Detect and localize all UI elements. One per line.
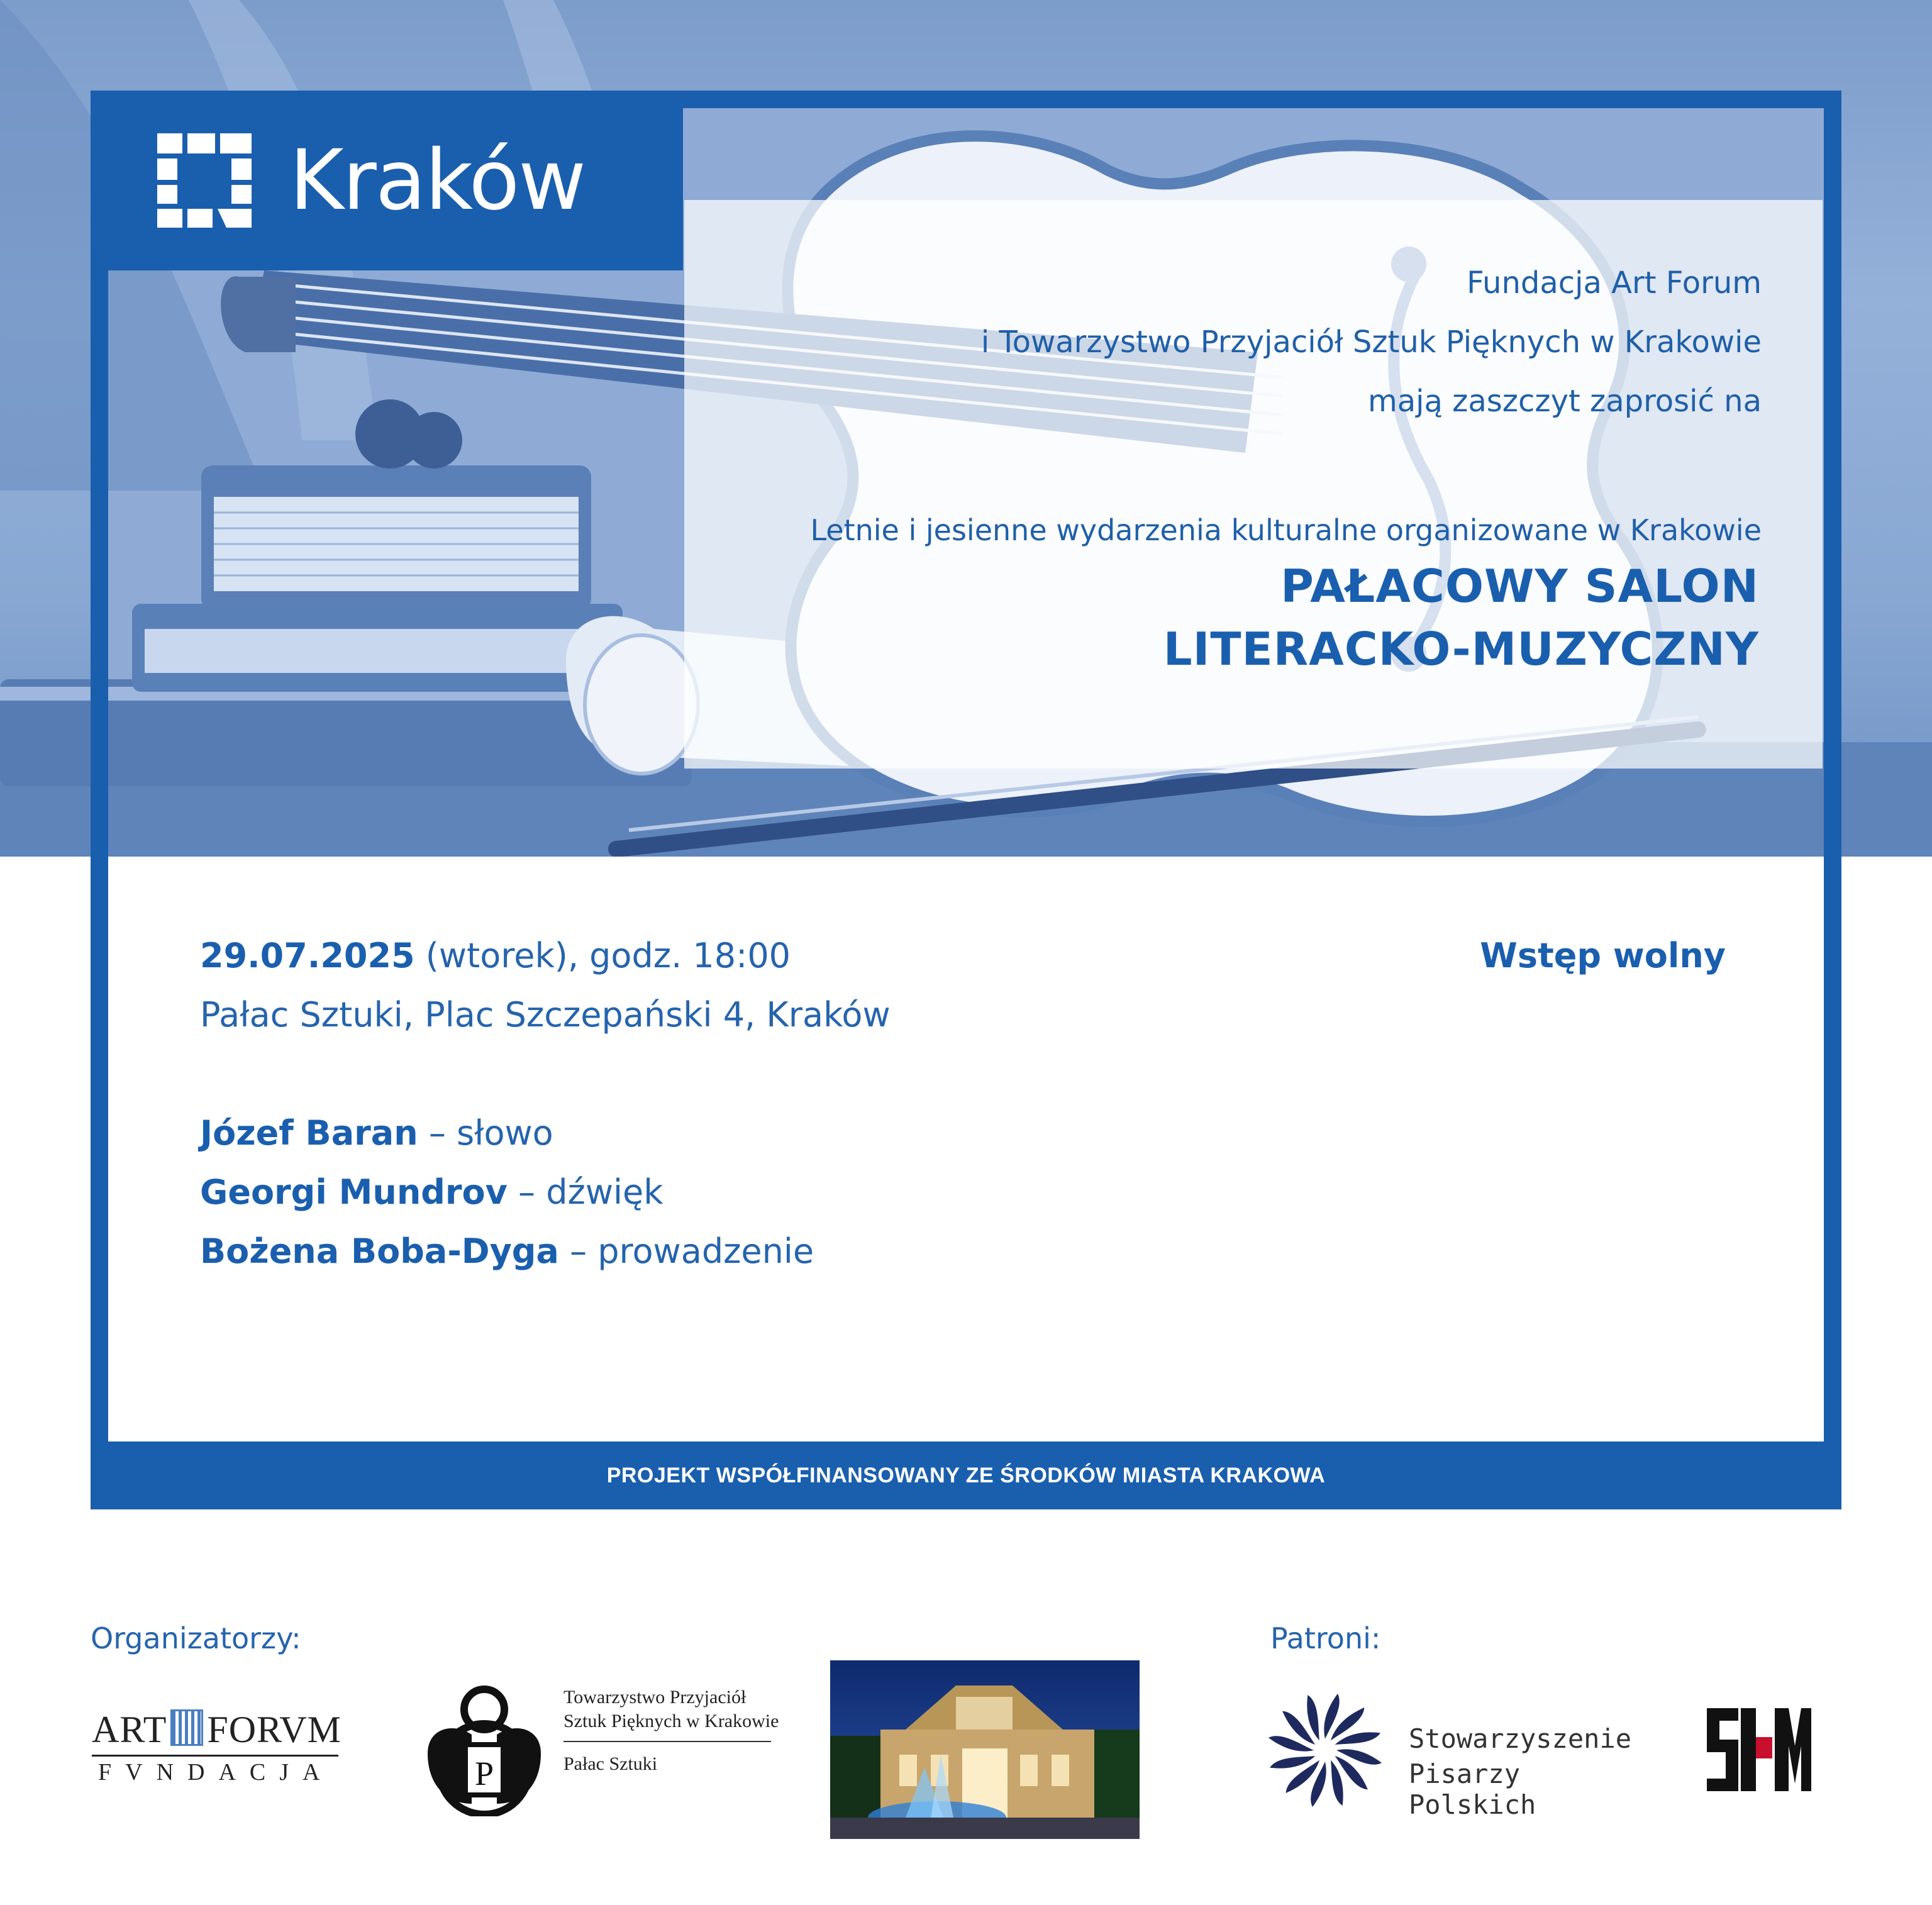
invitation-line-1: Fundacja Art Forum — [1467, 265, 1762, 301]
event-title-line-2: LITERACKO-MUZYCZNY — [1163, 623, 1759, 675]
event-date-time — [200, 936, 791, 975]
admission-info: Wstęp wolny — [1480, 936, 1726, 975]
participant-name: Georgi Mundrov — [200, 1172, 508, 1212]
event-day-time: (wtorek), godz. 18:00 — [425, 936, 791, 975]
spam-monogram-icon — [1701, 1702, 1814, 1797]
spp-logo — [1265, 1691, 1643, 1820]
event-date: 29.07.2025 — [200, 936, 415, 975]
participant-2 — [200, 1172, 663, 1212]
organizers-label: Organizatorzy: — [91, 1621, 301, 1655]
palace-night-photo-image — [830, 1660, 1140, 1839]
invitation-line-2: i Towarzystwo Przyjaciół Sztuk Pięknych w Krakowie — [980, 325, 1762, 360]
spp-line-1: Stowarzyszenie — [1409, 1723, 1632, 1754]
art-forum-logo — [92, 1708, 343, 1790]
participant-role: – prowadzenie — [570, 1231, 814, 1271]
participant-name: Bożena Boba-Dyga — [200, 1231, 559, 1271]
column-icon — [170, 1709, 203, 1746]
krakow-logo-text: Kraków — [289, 132, 586, 229]
event-series: Letnie i jesienne wydarzenia kulturalne organizowane w Krakowie — [810, 513, 1762, 547]
spam-logo — [1701, 1702, 1814, 1797]
tpsp-line-1: Towarzystwo Przyjaciół — [564, 1687, 747, 1708]
participant-role: – dźwięk — [518, 1172, 663, 1212]
participant-3 — [200, 1231, 814, 1271]
patrons-label: Patroni: — [1270, 1621, 1381, 1655]
spp-star-icon — [1265, 1691, 1385, 1810]
palace-of-art-photo — [830, 1660, 1140, 1839]
svg-text:P: P — [474, 1755, 494, 1792]
tpsp-line-2: Sztuk Pięknych w Krakowie — [564, 1711, 779, 1731]
funding-banner: PROJEKT WSPÓŁFINANSOWANY ZE ŚRODKÓW MIASTA KRAKOWA — [606, 1463, 1326, 1487]
tpsp-line-3: Pałac Sztuki — [564, 1753, 658, 1774]
tpsp-emblem-icon — [421, 1684, 547, 1816]
event-title-line-1: PAŁACOWY SALON — [1280, 560, 1759, 613]
art-forum-sub-text: FVNDACJA — [98, 1759, 334, 1786]
invitation-line-3: mają zaszczyt zaprosić na — [1367, 384, 1762, 419]
spp-line-2: Pisarzy Polskich — [1409, 1758, 1536, 1820]
participant-1 — [200, 1113, 553, 1153]
event-venue: Pałac Sztuki, Plac Szczepański 4, Kraków — [200, 995, 891, 1035]
art-forum-left-text: ART — [92, 1709, 167, 1750]
participant-role: – słowo — [428, 1113, 553, 1153]
krakow-logo — [108, 108, 683, 270]
participant-name: Józef Baran — [200, 1113, 418, 1153]
tpsp-logo — [408, 1660, 829, 1843]
krakow-emblem-icon — [157, 133, 252, 228]
art-forum-right-text: FORVM — [207, 1709, 341, 1750]
